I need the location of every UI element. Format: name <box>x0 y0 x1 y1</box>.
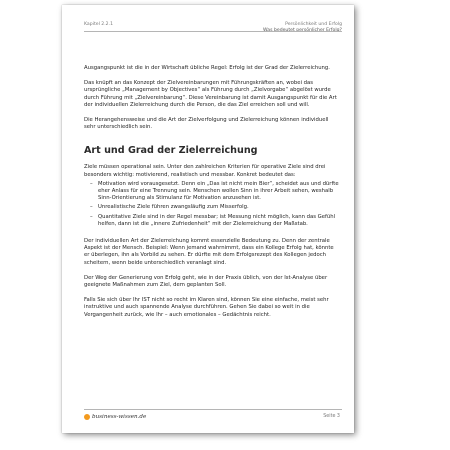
header-subtopic: Was bedeutet persönlicher Erfolg? <box>263 28 342 34</box>
paragraph: Die Herangehensweise und die Art der Zielverfolgung und Zielerreichung können individuell sehr unterschiedlich sein. <box>84 117 329 131</box>
list-item: – Unrealistische Ziele führen zwangsläufig zum Misserfolg. <box>84 204 340 211</box>
header-divider <box>84 31 342 32</box>
section-heading: Art und Grad der Zielerreichung <box>84 145 258 157</box>
document-page <box>62 5 354 433</box>
logo-dot-icon <box>84 414 90 420</box>
paragraph: Falls Sie sich über Ihr IST nicht so recht im Klaren sind, können Sie eine einfache, meist sehr instruktive und auch spannende Analyse durchführen. Gehen Sie dabei so weit in die Vergangenheit zurück, wie Ihr – auch emotionales – Gedächtnis reicht. <box>84 297 329 318</box>
logo-text: business-wissen.de <box>92 414 147 420</box>
list-item: – Quantitative Ziele sind in der Regel messbar; ist Messung nicht möglich, kann das Gefühl helfen, dann ist die „innere Zufriedenheit“ mit der Zielerreichung der Maßstab. <box>84 214 340 228</box>
footer-divider <box>84 409 342 410</box>
paragraph: Der Weg der Generierung von Erfolg geht, wie in der Praxis üblich, von der Ist-Analyse über geeignete Maßnahmen zum Ziel, dem geplanten Soll. <box>84 274 328 289</box>
bullet-list <box>84 181 340 228</box>
running-header <box>263 22 342 34</box>
logo <box>84 414 146 420</box>
paragraph: Ausgangspunkt ist die in der Wirtschaft übliche Regel: Erfolg ist der Grad der Zielerreichung. <box>84 65 330 71</box>
paragraph: Ziele müssen operational sein. Unter den zahlreichen Kriterien für operative Ziele sind drei besonders wichtig: motivierend, realistisch und messbar. Konkret bedeutet das: <box>84 164 326 178</box>
paragraph: Der individuellen Art der Zielerreichung kommt essenzielle Bedeutung zu. Denn der zentrale Aspekt ist der Mensch. Beispiel: Wenn jemand wahrnimmt, dass ein Kollege Erfolg hat, könnte er überlegen, ihn als Vorbild zu sehen. Er dürfte mit dem Erfolgsrezept des Kollegen jedoch scheitern, wenn beide unterschiedlich veranlagt sind. <box>84 238 334 266</box>
page-number: Seite 3 <box>323 414 340 419</box>
paragraph: Das knüpft an das Konzept der Zielvereinbarungen mit Führungskräften an, wobei das ursprüngliche „Management by Objectives“ als Führung durch „Zielvorgabe“ abgelöst wurde durch Führung mit „Zielvereinbarung“. Diese Vereinbarung ist damit Ausgangspunkt für die Art der individuellen Zielerreichung durch die Person, die das Ziel erreichen soll und will. <box>84 80 337 108</box>
header-topic: Persönlichkeit und Erfolg <box>285 22 342 27</box>
list-item: – Motivation wird vorausgesetzt. Denn ein „Das ist nicht mein Bier“, scheidet aus und dürfte eher Anlass für eine Trennung sein. Menschen wollen Sinn in ihrer Arbeit sehen, weshalb Sinn-Orientierung als Stimulanz für Motivation anzusehen ist. <box>84 181 340 203</box>
page-body <box>84 65 340 319</box>
chapter-label: Kapitel 2.2.1 <box>84 22 113 27</box>
